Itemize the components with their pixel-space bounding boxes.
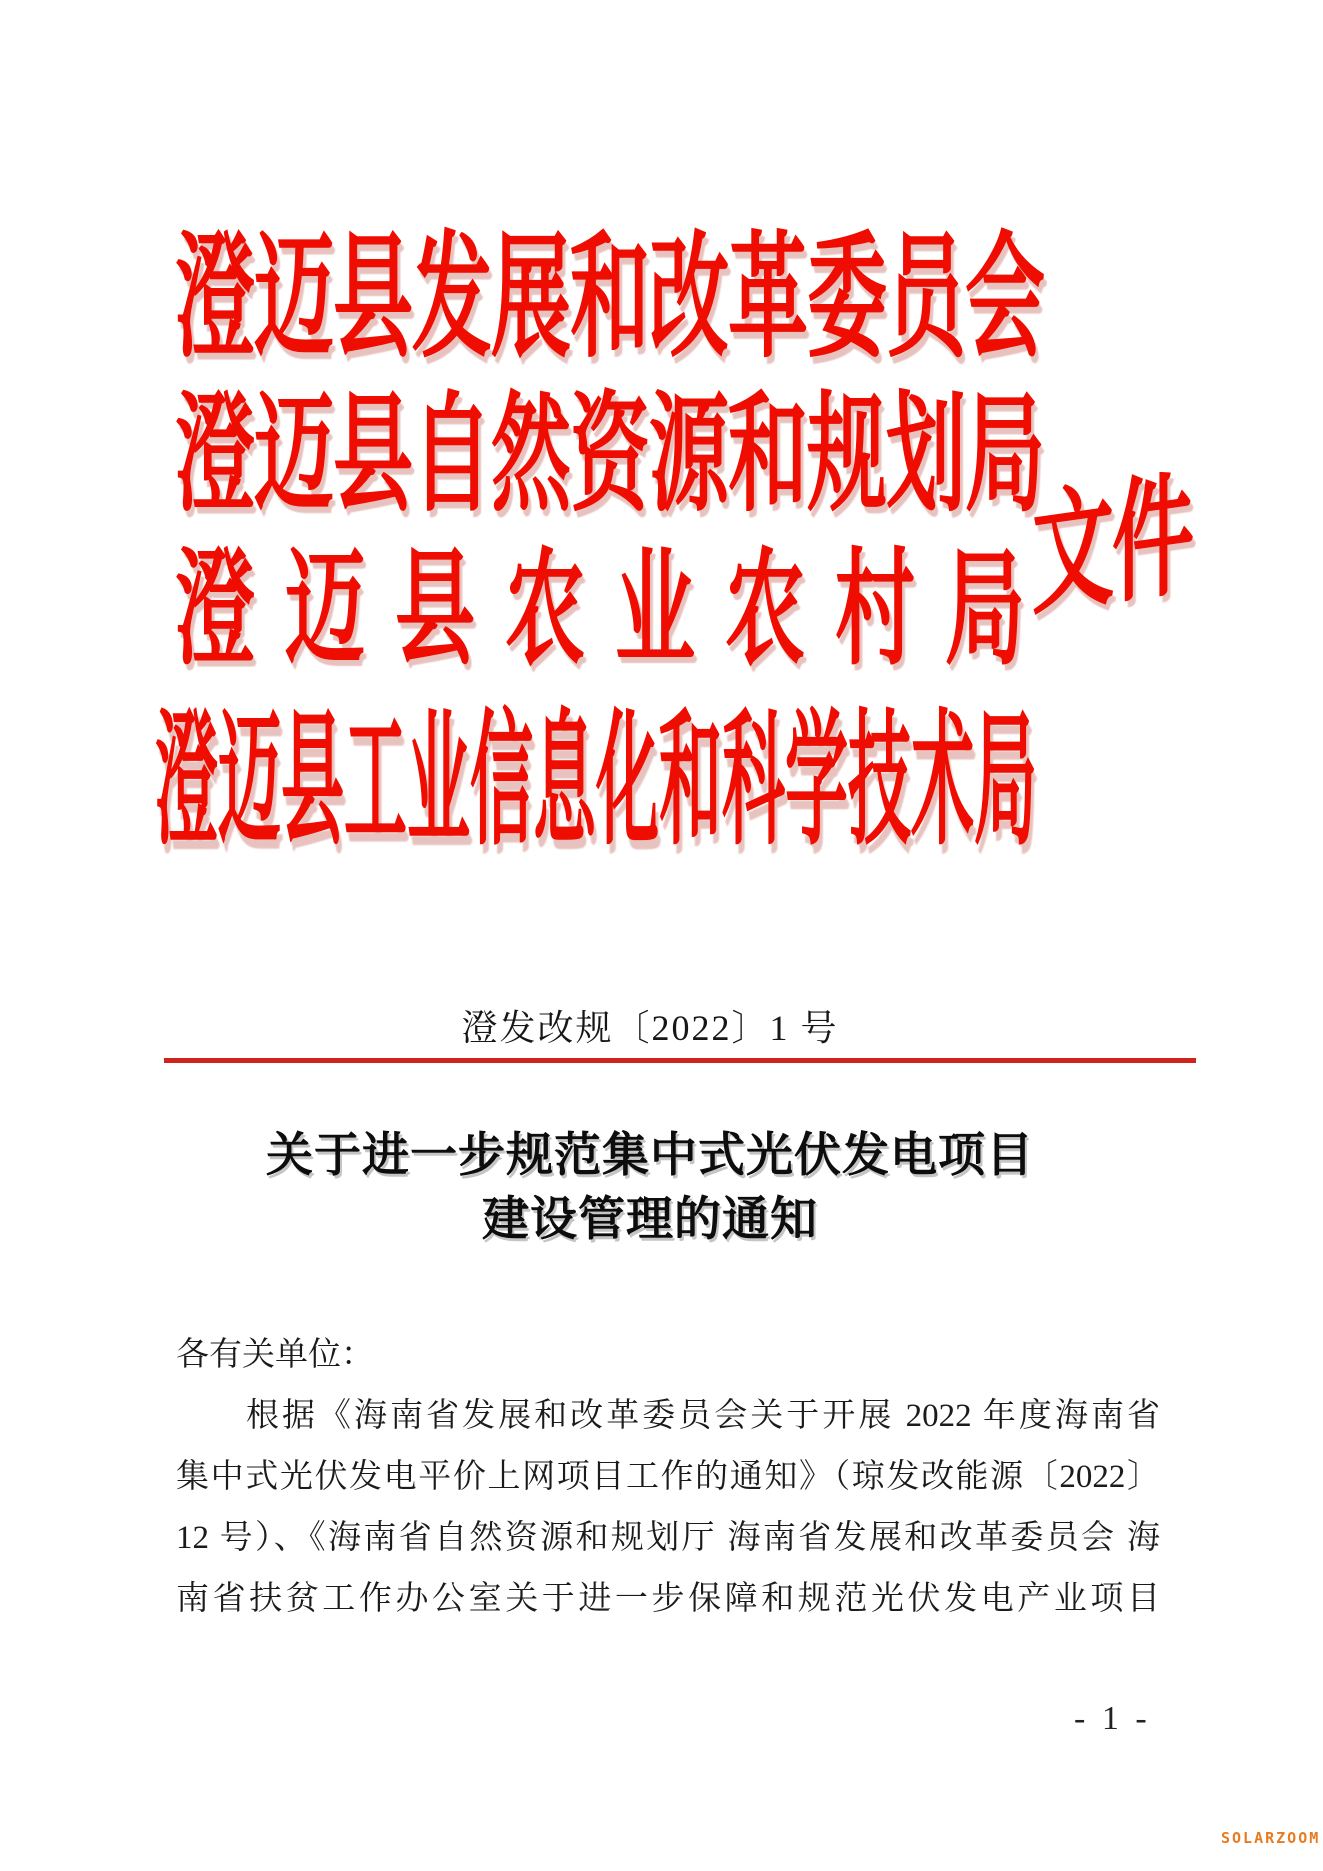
paragraph-line-3: 12 号）、《海南省自然资源和规划厅 海南省发展和改革委员会 海 [176,1520,1160,1556]
document-title-line-2: 建设管理的通知 [482,1194,818,1246]
agency-name-line-4: 澄迈县工业信息化和科学技术局 [155,700,1037,864]
agency-name-line-1: 澄迈县发展和改革委员会 [175,225,1044,375]
paragraph-line-1: 根据《海南省发展和改革委员会关于开展 2022 年度海南省 [246,1398,1160,1434]
document-title [140,1124,1160,1252]
agency-name-line-3: 澄迈县农业农村局 [175,541,1055,681]
page-number: - 1 - [1074,1700,1151,1737]
salutation: 各有关单位： [176,1337,374,1373]
document-number: 澄发改规〔2022〕1 号 [461,1008,839,1048]
red-divider-line [164,1058,1196,1063]
agency-name-line-2: 澄迈县自然资源和规划局 [175,385,1044,529]
paragraph-line-2: 集中式光伏发电平价上网项目工作的通知》（琼发改能源〔2022〕 [176,1459,1160,1495]
paragraph-line-4: 南省扶贫工作办公室关于进一步保障和规范光伏发电产业项目 [176,1581,1160,1617]
document-word-wenjian: 文件 [1032,461,1193,632]
document-body [176,1325,1160,1630]
document-title-line-1: 关于进一步规范集中式光伏发电项目 [266,1130,1034,1182]
solarzoom-watermark: SOLARZOOM [1221,1829,1321,1847]
